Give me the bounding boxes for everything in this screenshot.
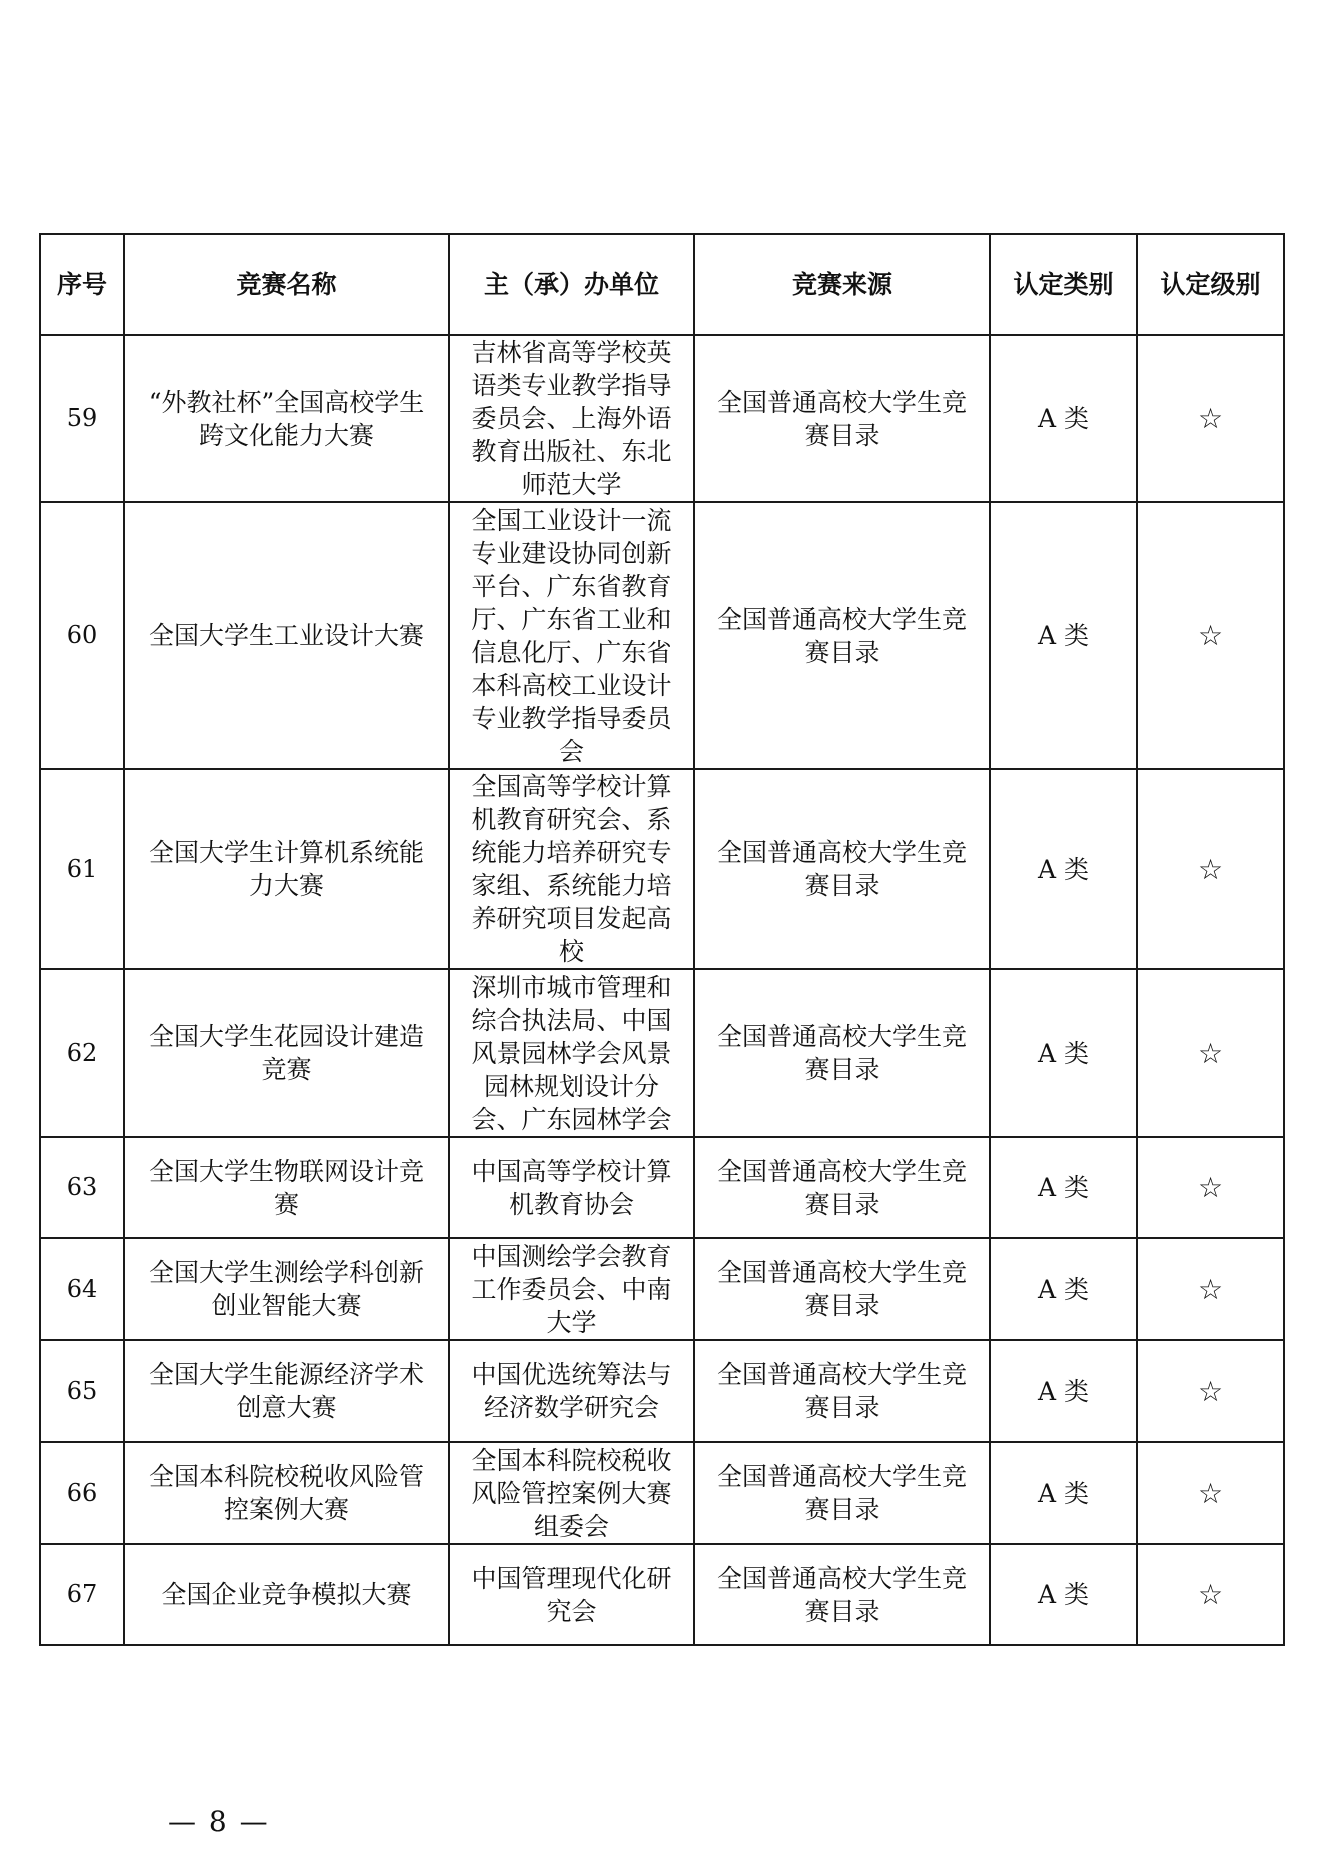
cell-seq: 63 <box>40 1137 124 1238</box>
header-seq: 序号 <box>40 234 124 335</box>
cell-name: 全国大学生工业设计大赛 <box>124 502 449 769</box>
cell-name: “外教社杯”全国高校学生跨文化能力大赛 <box>124 335 449 502</box>
table-row <box>40 335 1284 502</box>
cell-seq: 60 <box>40 502 124 769</box>
cell-organizer: 全国本科院校税收风险管控案例大赛组委会 <box>449 1442 694 1544</box>
header-category: 认定类别 <box>990 234 1137 335</box>
table-row <box>40 1340 1284 1442</box>
cell-organizer: 全国工业设计一流专业建设协同创新平台、广东省教育厅、广东省工业和信息化厅、广东省本科高校工业设计专业教学指导委员会 <box>449 502 694 769</box>
cell-source: 全国普通高校大学生竞赛目录 <box>694 1137 990 1238</box>
star-level-icon: ☆ <box>1137 502 1284 769</box>
star-level-icon: ☆ <box>1137 335 1284 502</box>
cell-source: 全国普通高校大学生竞赛目录 <box>694 769 990 969</box>
cell-name: 全国大学生计算机系统能力大赛 <box>124 769 449 969</box>
cell-seq: 66 <box>40 1442 124 1544</box>
cell-category: A 类 <box>990 1238 1137 1340</box>
cell-name: 全国企业竞争模拟大赛 <box>124 1544 449 1645</box>
cell-organizer: 全国高等学校计算机教育研究会、系统能力培养研究专家组、系统能力培养研究项目发起高校 <box>449 769 694 969</box>
cell-source: 全国普通高校大学生竞赛目录 <box>694 1442 990 1544</box>
star-level-icon: ☆ <box>1137 769 1284 969</box>
cell-name: 全国大学生测绘学科创新创业智能大赛 <box>124 1238 449 1340</box>
cell-source: 全国普通高校大学生竞赛目录 <box>694 1340 990 1442</box>
star-level-icon: ☆ <box>1137 1340 1284 1442</box>
cell-organizer: 中国优选统筹法与经济数学研究会 <box>449 1340 694 1442</box>
cell-organizer: 中国测绘学会教育工作委员会、中南大学 <box>449 1238 694 1340</box>
header-name: 竞赛名称 <box>124 234 449 335</box>
cell-seq: 59 <box>40 335 124 502</box>
cell-organizer: 深圳市城市管理和综合执法局、中国风景园林学会风景园林规划设计分会、广东园林学会 <box>449 969 694 1137</box>
page-number: — 8 — <box>168 1805 270 1838</box>
header-source: 竞赛来源 <box>694 234 990 335</box>
cell-organizer: 中国高等学校计算机教育协会 <box>449 1137 694 1238</box>
cell-category: A 类 <box>990 969 1137 1137</box>
cell-source: 全国普通高校大学生竞赛目录 <box>694 335 990 502</box>
table-row <box>40 502 1284 769</box>
table-row <box>40 769 1284 969</box>
table-row <box>40 1137 1284 1238</box>
cell-category: A 类 <box>990 1340 1137 1442</box>
cell-seq: 62 <box>40 969 124 1137</box>
star-level-icon: ☆ <box>1137 1137 1284 1238</box>
cell-seq: 64 <box>40 1238 124 1340</box>
table-header-row <box>40 234 1284 335</box>
cell-name: 全国大学生花园设计建造竞赛 <box>124 969 449 1137</box>
cell-source: 全国普通高校大学生竞赛目录 <box>694 1544 990 1645</box>
table-row <box>40 1238 1284 1340</box>
star-level-icon: ☆ <box>1137 1544 1284 1645</box>
cell-source: 全国普通高校大学生竞赛目录 <box>694 1238 990 1340</box>
cell-source: 全国普通高校大学生竞赛目录 <box>694 969 990 1137</box>
cell-seq: 61 <box>40 769 124 969</box>
header-level: 认定级别 <box>1137 234 1284 335</box>
header-organizer: 主（承）办单位 <box>449 234 694 335</box>
cell-organizer: 中国管理现代化研究会 <box>449 1544 694 1645</box>
cell-name: 全国大学生物联网设计竞赛 <box>124 1137 449 1238</box>
cell-source: 全国普通高校大学生竞赛目录 <box>694 502 990 769</box>
table-row <box>40 1544 1284 1645</box>
star-level-icon: ☆ <box>1137 1238 1284 1340</box>
table-row <box>40 1442 1284 1544</box>
cell-seq: 65 <box>40 1340 124 1442</box>
cell-seq: 67 <box>40 1544 124 1645</box>
cell-organizer: 吉林省高等学校英语类专业教学指导委员会、上海外语教育出版社、东北师范大学 <box>449 335 694 502</box>
cell-category: A 类 <box>990 1137 1137 1238</box>
cell-category: A 类 <box>990 502 1137 769</box>
cell-name: 全国大学生能源经济学术创意大赛 <box>124 1340 449 1442</box>
star-level-icon: ☆ <box>1137 969 1284 1137</box>
cell-category: A 类 <box>990 769 1137 969</box>
table-row <box>40 969 1284 1137</box>
cell-category: A 类 <box>990 1442 1137 1544</box>
star-level-icon: ☆ <box>1137 1442 1284 1544</box>
cell-category: A 类 <box>990 1544 1137 1645</box>
cell-category: A 类 <box>990 335 1137 502</box>
cell-name: 全国本科院校税收风险管控案例大赛 <box>124 1442 449 1544</box>
competition-table <box>39 233 1285 1646</box>
